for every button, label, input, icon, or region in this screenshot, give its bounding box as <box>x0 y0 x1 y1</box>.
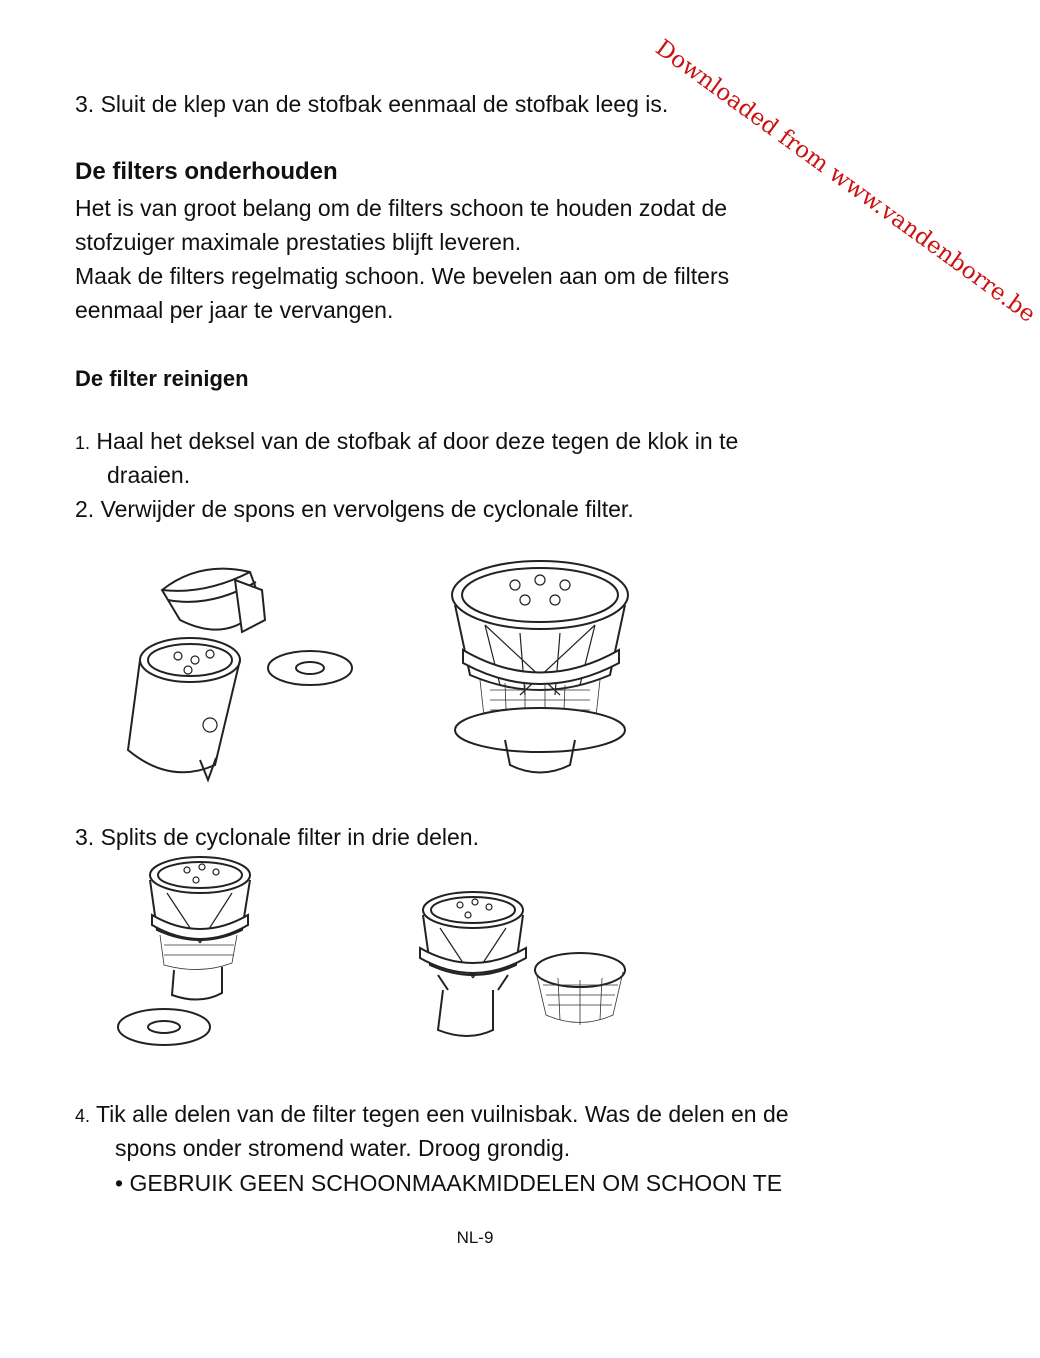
clean-heading: De filter reinigen <box>75 366 249 391</box>
maintain-heading: De filters onderhouden <box>75 158 338 185</box>
maintain-line-2: stofzuiger maximale prestaties blijft leveren. <box>75 229 522 255</box>
step1-line-1 <box>75 424 738 460</box>
step1-text: Haal het deksel van de stofbak af door deze tegen de klok in te <box>90 428 739 454</box>
step3-close-text: 3. Sluit de klep van de stofbak eenmaal de stofbak leeg is. <box>75 91 669 117</box>
maintain-line-3: Maak de filters regelmatig schoon. We bevelen aan om de filters <box>75 263 730 289</box>
warning-bullet: • GEBRUIK GEEN SCHOONMAAKMIDDELEN OM SCHOON TE <box>115 1170 783 1196</box>
step4-number: 4. <box>75 1106 91 1126</box>
step4-line-2: spons onder stromend water. Droog grondig. <box>115 1135 571 1161</box>
step2-text: 2. Verwijder de spons en vervolgens de cyclonale filter. <box>75 496 634 522</box>
step4-text: Tik alle delen van de filter tegen een vuilnisbak. Was de delen en de <box>90 1101 789 1127</box>
step3-text: 3. Splits de cyclonale filter in drie delen. <box>75 824 479 850</box>
page-number: NL-9 <box>456 1228 494 1247</box>
cyclonal-filter-illustration <box>445 555 635 780</box>
bin-body <box>128 638 240 780</box>
watermark: Downloaded from www.vandenborre.be <box>650 34 1040 328</box>
mesh-filter-part <box>535 953 625 1025</box>
filter-split-illustration-2 <box>408 890 628 1045</box>
maintain-line-4: eenmaal per jaar te vervangen. <box>75 297 394 323</box>
bin-lid <box>162 569 265 632</box>
step4-line-1 <box>75 1097 789 1133</box>
maintain-line-1: Het is van groot belang om de filters schoon te houden zodat de <box>75 195 728 221</box>
sponge-disc <box>268 651 352 685</box>
filter-split-illustration-1 <box>112 855 257 1055</box>
dustbin-illustration <box>110 560 370 785</box>
step1-number: 1. <box>75 433 91 453</box>
step1-line-2: draaien. <box>107 462 191 488</box>
